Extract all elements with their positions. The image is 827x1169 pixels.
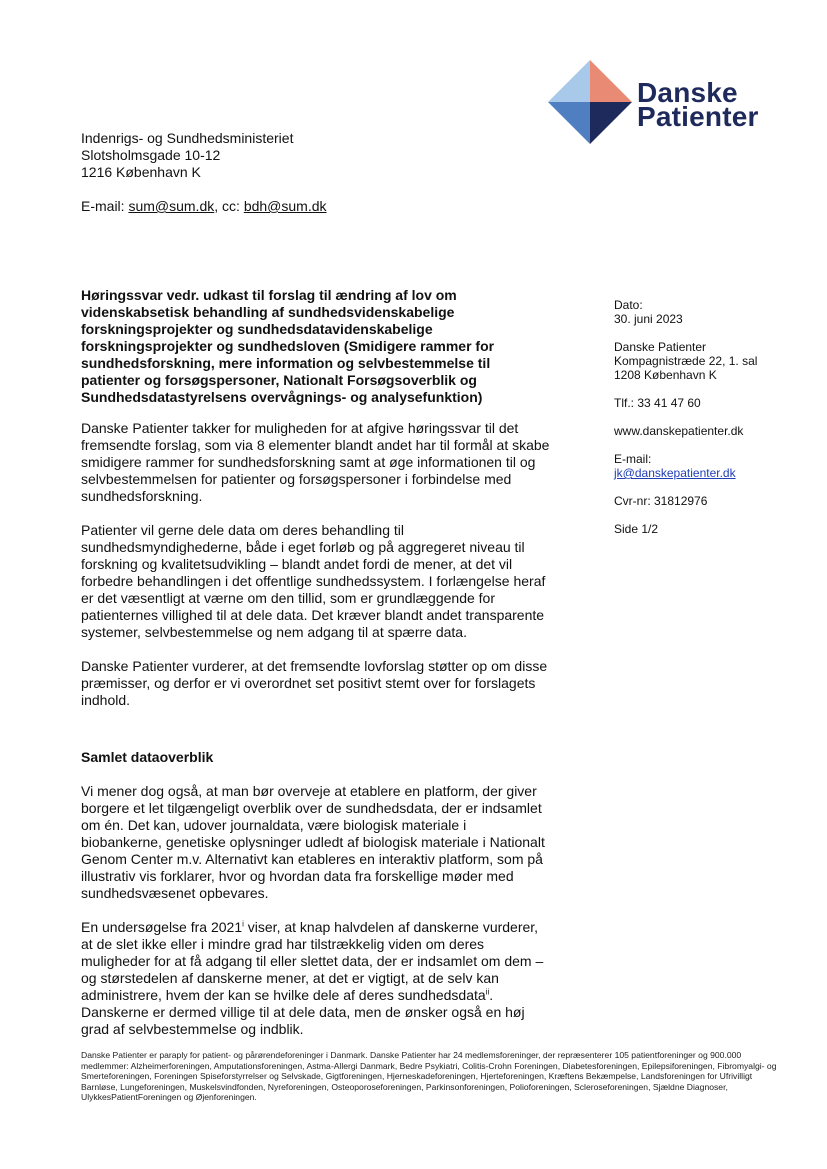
- date-label: Dato:: [614, 298, 643, 312]
- logo-diamond-icon: [548, 60, 632, 144]
- email-link-sum[interactable]: sum@sum.dk: [128, 198, 215, 214]
- paragraph: [81, 919, 551, 1038]
- phone: Tlf.: 33 41 47 60: [614, 396, 701, 410]
- recipient-address: [81, 130, 293, 181]
- email-label: E-mail:: [614, 452, 652, 466]
- logo-text-line2: Patienter: [637, 101, 759, 132]
- logo-text-line1: Danske: [637, 77, 738, 108]
- org-city: 1208 København K: [614, 368, 717, 382]
- page-number: Side 1/2: [614, 522, 659, 536]
- sender-email-link[interactable]: jk@danskepatienter.dk: [614, 466, 736, 480]
- letter-subject: Høringssvar vedr. udkast til forslag til ændring af lov om videnskabsetisk behandling af sundhedsvidenskabelige forskningsprojekter og sundhedsdatavidenskabelige forskningsprojekter og sundhedsloven (Smidigere rammer for sundhedsforskning, mere information og selvbestemmelse til patienter og forsøgspersoner, Nationalt Forsøgsoverblik og Sundhedsdatastyrelsens overvågnings- og analysefunktion): [81, 287, 495, 405]
- email-link-bdh[interactable]: bdh@sum.dk: [243, 198, 327, 214]
- paragraph: Vi mener dog også, at man bør overveje at etablere en platform, der giver borgere et let tilgængeligt overblik over de sundhedsdata, der er indsamlet om én. Det kan, udover journaldata, være biologisk materiale i biobankerne, genetiske oplysninger udledt af biologisk materiale i Nationalt Genom Center m.v. Alternativt kan etableres en interaktiv platform, som på illustrativ vis forklarer, hvor og hvordan data fra forskellige møder med sundhedsvæsenet opbevares.: [81, 783, 545, 901]
- paragraph-text: . Danskerne er dermed villige til at dele data, men de ønsker også en høj grad af selvbestemmelse og indblik.: [81, 987, 525, 1037]
- date-value: 30. juni 2023: [614, 312, 683, 326]
- recipient-line: Slotsholmsgade 10-12: [81, 147, 221, 163]
- sender-sidebar: [614, 298, 814, 550]
- footnote-ref[interactable]: ii: [485, 987, 490, 997]
- recipient-line: Indenrigs- og Sundhedsministeriet: [81, 130, 294, 146]
- org-name: Danske Patienter: [614, 340, 707, 354]
- cvr-number: Cvr-nr: 31812976: [614, 494, 708, 508]
- recipient-line: 1216 København K: [81, 164, 201, 180]
- paragraph-text: viser, at knap halvdelen af danskerne vurderer, at de slet ikke eller i mindre grad har tilstrækkelig viden om deres muligheder for at få adgang til eller slettet data, der er indsamlet om dem – og størstedelen af danskerne mener, at det er vigtigt, at de selv kan administrere, hvem der kan se hvilke dele af deres sundhedsdata: [81, 919, 544, 1003]
- page-footer: Danske Patienter er paraply for patient- og pårørendeforeninger i Danmark. Danske Patienter har 24 medlemsforeninger, der repræsenterer 105 patientforeninger og 900.000 medlemmer: Alzheimerforeningen, Amputationsforeningen, Astma-Allergi Danmark, Bedre Psykiatri, Colitis-Crohn Foreningen, Diabetesforeningen, Epilepsiforeningen, Fibromyalgi- og Smerteforeningen, Foreningen Spiseforstyrrelser og Selvskade, Gigtforeningen, Hjerneskadeforeningen, Hjerteforeningen, Kræftens Bekæmpelse, Landsforeningen for Ufrivilligt Barnløse, Lungeforeningen, Muskelsvindfonden, Nyreforeningen, Osteoporoseforeningen, Parkinsonforeningen, Polioforeningen, Scleroseforeningen, Sjældne Diagnoser, UlykkesPatientForeningen og Øjenforeningen.: [81, 1050, 777, 1102]
- org-street: Kompagnistræde 22, 1. sal: [614, 354, 758, 368]
- footnote-ref[interactable]: i: [242, 919, 244, 929]
- email-prefix: E-mail:: [81, 198, 129, 214]
- paragraph: Danske Patienter vurderer, at det fremsendte lovforslag støtter op om disse præmisser, og derfor er vi overordnet set positivt stemt over for forslagets indhold.: [81, 658, 548, 708]
- paragraph: Patienter vil gerne dele data om deres behandling til sundhedsmyndighederne, både i eget forløb og på aggregeret niveau til forskning og kvalitetsudvikling – blandt andet fordi de mener, at det vil forbedre behandlingen i det offentlige sundhedssystem. I forlængelse heraf er det væsentligt at værne om den tillid, som er grundlæggende for patienternes villighed til at dele data. Det kræver blandt andet transparente systemer, selvbestemmelse og nem adgang til at spærre data.: [81, 522, 546, 640]
- recipient-email-line: [81, 198, 327, 215]
- letter-body: [81, 420, 551, 1055]
- paragraph-text: En undersøgelse fra 2021: [81, 919, 243, 935]
- paragraph: Danske Patienter takker for muligheden for at afgive høringssvar til det fremsendte forslag, som via 8 elementer blandt andet har til formål at skabe smidigere rammer for sundhedsforskning samt at øge informationen til og selvbestemmelsen for patienter og forsøgspersoner i forbindelse med sundhedsforskning.: [81, 420, 550, 504]
- website: www.danskepatienter.dk: [614, 424, 744, 438]
- cc-prefix: , cc:: [214, 198, 244, 214]
- danske-patienter-logo: [548, 60, 778, 144]
- section-heading: Samlet dataoverblik: [81, 749, 214, 765]
